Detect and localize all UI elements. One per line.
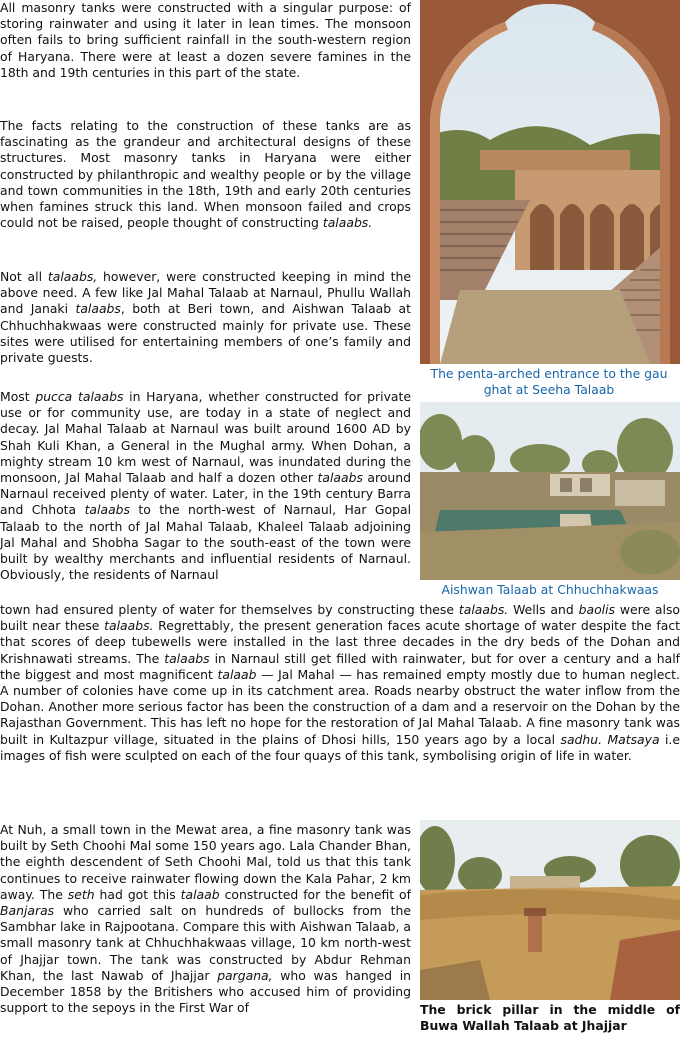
italic-term: Banjaras	[0, 903, 55, 919]
paragraph-6	[0, 822, 411, 1016]
text-run: , both at Beri town, and Aishwan Talaab at Chhuchhakwaas were constructed mainly for private use. These sites were utilised for entertaining members of one’s family and private guests.	[0, 301, 411, 366]
text-run: The facts relating to the construction of these tanks are as fascinating as the grandeur and architectural designs of these structures. Most masonry tanks in Haryana were either constructed by philanthropic and wealthy people or by the village and town communities in the 18th, 19th and early 20th centuries when famines struck this land. When monsoon failed and crops could not be raised, people thought of constructing	[0, 118, 411, 231]
text-run: around Narnaul received plenty of water. Later, in the 19th century Barra and Chhota	[0, 470, 411, 518]
italic-term: baolis	[578, 602, 615, 617]
text-run: All masonry tanks were constructed with a singular purpose: of storing rainwater and using it later in lean times. The monsoon often fails to bring sufficient rainfall in the south-western region of Haryana. There were at least a dozen severe famines in the 18th and 19th centuries in this part of the state.	[0, 0, 411, 80]
italic-term: seth	[67, 886, 95, 902]
paragraph-2	[0, 118, 411, 231]
italic-term: Matsaya	[607, 731, 660, 747]
text-run: town had ensured plenty of water for themselves by constructing these	[0, 602, 459, 617]
text-run: Most	[0, 389, 36, 404]
italic-term: talaabs.	[458, 602, 509, 617]
italic-term: talaab	[180, 886, 220, 902]
italic-term: sadhu.	[560, 731, 603, 747]
italic-term: talaabs	[317, 470, 363, 486]
text-run: who carried salt on hundreds of bullocks from the Sambhar lake in Rajpootana. Compare this with Aishwan Talaab, a small masonry tank at Chhuchhakwaas village, 10 km north-west of Jhajjar town. The tank was constructed by Abdur Rehman Khan, the last Nawab of Jhajjar	[0, 903, 411, 983]
paragraph-5	[0, 602, 680, 764]
text-run: Regrettably, the present generation faces acute shortage of water despite the fact that scores of deep tubewells were installed in the last three decades in the dry beds of the Dohan and Krishnawati streams. The	[0, 618, 680, 666]
italic-term: talaabs,	[47, 269, 98, 284]
seeha-talaab-caption: The penta-arched entrance to the gau ghat at Seeha Talaab	[430, 366, 668, 397]
aishwan-talaab-photo	[420, 402, 680, 580]
italic-term: pucca talaabs	[35, 389, 124, 404]
italic-term: talaabs	[164, 650, 210, 666]
text-run: had got this	[94, 886, 181, 902]
text-run: in Haryana, whether constructed for private use or for community use, are today in a state of neglect and decay. Jal Mahal Talaab at Narnaul was built around 1600 AD by Shah Kuli Khan, a General in the Mughal army. When Dohan, a mighty stream 10 km west of Narnaul, was inundated during the monsoon, Jal Mahal Talaab and half a dozen other	[0, 389, 411, 486]
italic-term: talaab	[217, 666, 257, 682]
text-run: — Jal Mahal — has remained empty mostly due to human neglect. A number of colonies have come up in its catchment area. Roads nearby obstruct the water inflow from the Dohan. Another more serious factor has been the construction of a dam and a reservoir on the Dohan by the Rajasthan Government. This has left no hope for the restoration of Jal Mahal Talaab. A fine masonry tank was built in Kultazpur village, situated in the plains of Dhosi hills, 150 years ago by a local	[0, 666, 680, 747]
paragraph-1	[0, 0, 411, 81]
seeha-talaab-photo	[420, 0, 680, 364]
italic-term: talaabs	[84, 502, 130, 518]
text-run: i.e images of fish were sculpted on each of the four quays of this tank, symbolising origin of life in water.	[0, 731, 680, 763]
text-run: however, were constructed keeping in mind the above need. A few like Jal Mahal Talaab at Narnaul, Phullu Wallah and Janaki	[0, 269, 411, 317]
text-run: were also built near these	[0, 602, 680, 634]
text-run: At Nuh, a small town in the Mewat area, a fine masonry tank was built by Seth Choohi Mal some 150 years ago. Lala Chander Bhan, the eighth descendent of Seth Choohi Mal, told us that this tank continues to receive rainwater flowing down the Kala Pahar, 2 km away. The	[0, 822, 411, 902]
italic-term: talaabs.	[322, 215, 373, 231]
text-run: constructed for the benefit of	[219, 886, 412, 902]
text-run: in Narnaul still get filled with rainwater, but for over a century and a half the biggest and most magnificent	[0, 650, 680, 682]
buwa-wallah-talaab-photo	[420, 820, 680, 1000]
text-run: to the north-west of Narnaul, Har Gopal Talaab to the north of Jal Mahal Talaab, Khaleel Talaab adjoining Jal Mahal and Shobha Sagar to the south-east of the town were built by wealthy merchants and influential residents of Narnaul. Obviously, the residents of Narnaul	[0, 502, 412, 583]
paragraph-4	[0, 389, 411, 583]
text-run: Not all	[0, 269, 48, 284]
buwa-wallah-talaab-caption: The brick pillar in the middle of Buwa Wallah Talaab at Jhajjar	[420, 1002, 680, 1033]
italic-term: talaabs.	[104, 618, 154, 634]
text-run: who was hanged in December 1858 by the Britishers who accused him of providing support to the sepoys in the First War of	[0, 967, 412, 1016]
italic-term: talaabs	[75, 301, 121, 317]
paragraph-3	[0, 269, 411, 366]
aishwan-talaab-caption: Aishwan Talaab at Chhuchhakwaas	[441, 582, 659, 597]
italic-term: pargana,	[217, 967, 273, 983]
text-run: Wells and	[508, 602, 579, 617]
